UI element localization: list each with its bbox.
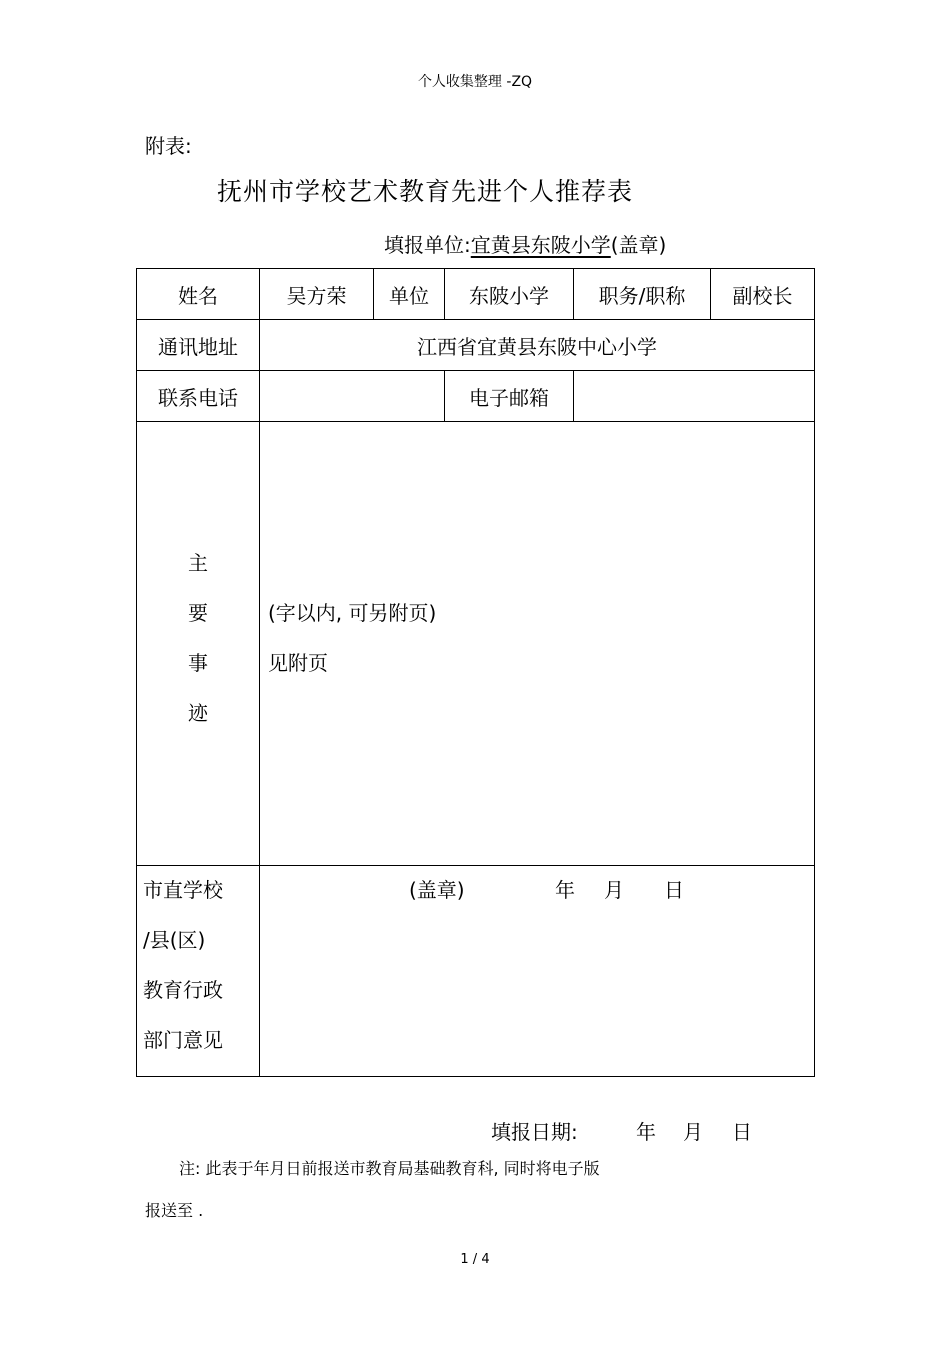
position-label: 职务/职称 bbox=[574, 269, 711, 320]
facts-note: (字以内, 可另附页) bbox=[268, 600, 437, 625]
facts-row bbox=[137, 422, 815, 866]
name-label: 姓名 bbox=[137, 269, 260, 320]
facts-content-cell[interactable] bbox=[260, 422, 815, 866]
recommendation-table bbox=[136, 268, 815, 1077]
fill-unit-label: 填报单位: bbox=[384, 233, 471, 257]
appendix-label: 附表: bbox=[145, 134, 192, 158]
fill-date-day: 日 bbox=[732, 1120, 752, 1144]
fill-date-label: 填报日期: bbox=[491, 1120, 578, 1144]
email-label: 电子邮箱 bbox=[445, 371, 574, 422]
opinion-label-line: /县(区) bbox=[143, 928, 206, 952]
unit-label: 单位 bbox=[374, 269, 445, 320]
fill-unit-line bbox=[384, 229, 666, 258]
position-value[interactable]: 副校长 bbox=[711, 269, 815, 320]
address-label: 通讯地址 bbox=[137, 320, 260, 371]
opinion-label-line: 部门意见 bbox=[143, 1028, 223, 1052]
contact-row bbox=[137, 371, 815, 422]
phone-value[interactable] bbox=[260, 371, 445, 422]
form-title: 抚州市学校艺术教育先进个人推荐表 bbox=[217, 177, 634, 206]
facts-label-char: 迹 bbox=[188, 700, 208, 725]
address-row bbox=[137, 320, 815, 371]
unit-value[interactable]: 东陂小学 bbox=[445, 269, 574, 320]
opinion-label-line: 市直学校 bbox=[143, 878, 223, 902]
fill-unit-value: 宜黄县东陂小学 bbox=[470, 233, 611, 257]
facts-label-char: 主 bbox=[188, 550, 208, 575]
email-value[interactable] bbox=[574, 371, 815, 422]
name-value[interactable]: 吴方荣 bbox=[260, 269, 374, 320]
address-value[interactable]: 江西省宜黄县东陂中心小学 bbox=[260, 320, 815, 371]
opinion-seal: (盖章) bbox=[409, 878, 465, 902]
basic-info-row bbox=[137, 269, 815, 320]
note-line-2: 报送至 . bbox=[145, 1201, 204, 1220]
facts-label bbox=[137, 422, 260, 866]
opinion-day: 日 bbox=[664, 878, 684, 902]
opinion-row bbox=[137, 866, 815, 1077]
opinion-label-line: 教育行政 bbox=[143, 978, 223, 1002]
opinion-label bbox=[137, 866, 260, 1077]
phone-label: 联系电话 bbox=[137, 371, 260, 422]
facts-label-char: 要 bbox=[188, 600, 208, 625]
facts-content: 见附页 bbox=[268, 650, 328, 675]
fill-date-year: 年 bbox=[636, 1120, 656, 1144]
opinion-year: 年 bbox=[555, 878, 575, 902]
fill-date-month: 月 bbox=[683, 1120, 703, 1144]
note-line-1: 注: 此表于年月日前报送市教育局基础教育科, 同时将电子版 bbox=[179, 1159, 600, 1178]
opinion-content-cell[interactable] bbox=[260, 866, 815, 1077]
page-number: 1 / 4 bbox=[460, 1252, 490, 1267]
fill-unit-seal: (盖章) bbox=[610, 233, 667, 257]
opinion-month: 月 bbox=[604, 878, 624, 902]
facts-label-char: 事 bbox=[188, 650, 208, 675]
page-header: 个人收集整理 -ZQ bbox=[417, 74, 533, 90]
